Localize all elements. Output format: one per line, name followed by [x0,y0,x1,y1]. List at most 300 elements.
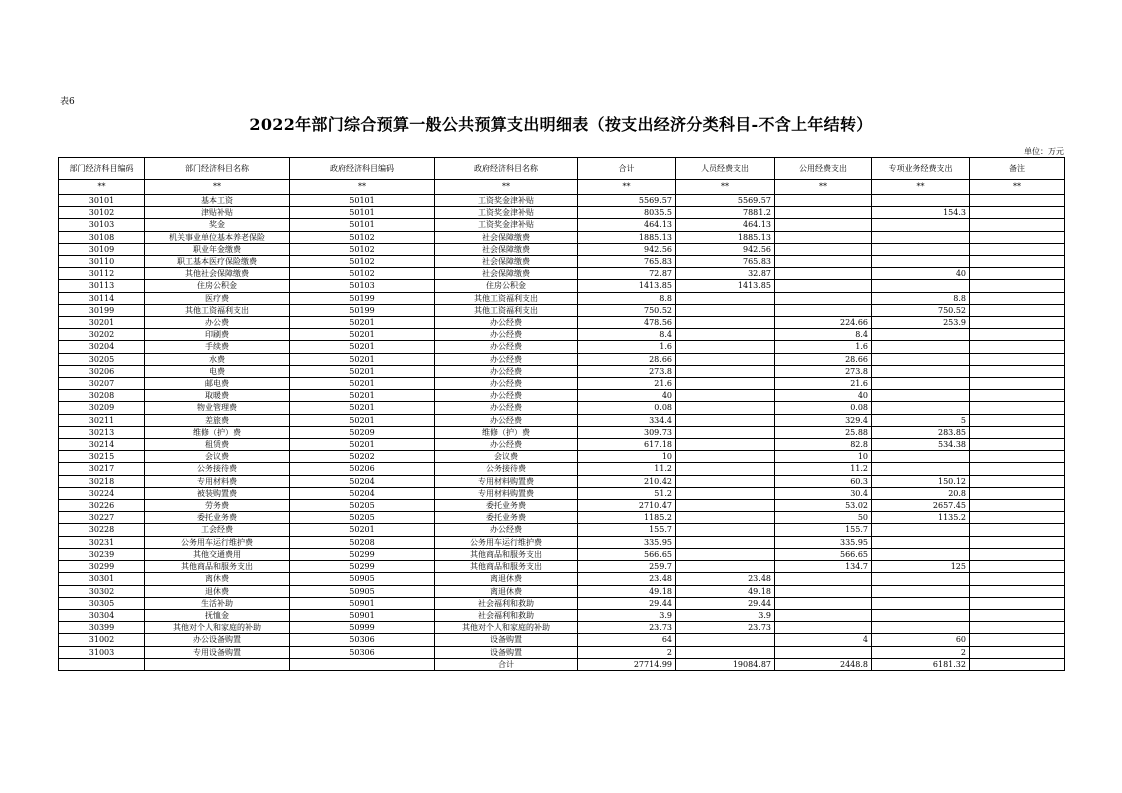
remark-cell [970,487,1065,499]
public-cell [775,256,872,268]
gov-code-cell: 50306 [290,646,435,658]
remark-cell [970,365,1065,377]
gov-name-cell: 办公经费 [435,341,578,353]
dept-code-cell: 30202 [59,329,145,341]
remark-cell [970,609,1065,621]
public-cell: 566.65 [775,548,872,560]
dept-name-cell: 其他社会保障缴费 [145,268,290,280]
total-cell: 750.52 [578,304,676,316]
gov-name-cell: 办公经费 [435,378,578,390]
total-cell: 1185.2 [578,512,676,524]
total-cell: 23.73 [578,622,676,634]
gov-name-cell: 办公经费 [435,414,578,426]
gov-name-cell: 社会福利和救助 [435,609,578,621]
public-cell: 224.66 [775,317,872,329]
gov-name-cell: 专用材料购置费 [435,487,578,499]
gov-name-cell: 离退休费 [435,573,578,585]
gov-name-cell: 工资奖金津补贴 [435,219,578,231]
dept-name-cell: 津贴补贴 [145,207,290,219]
table-row [59,219,1065,231]
total-cell: 72.87 [578,268,676,280]
dept-code-cell: 30217 [59,463,145,475]
special-cell [872,573,970,585]
personnel-cell [676,646,775,658]
total-cell: 29.44 [578,597,676,609]
dept-code-cell: 30227 [59,512,145,524]
gov-code-cell: 50201 [290,317,435,329]
dept-code-cell: 30110 [59,256,145,268]
table-row [59,500,1065,512]
dept-name-cell: 会议费 [145,451,290,463]
public-cell [775,219,872,231]
public-cell [775,304,872,316]
gov-code-cell: 50204 [290,487,435,499]
dept-name-cell: 抚恤金 [145,609,290,621]
remark-cell [970,561,1065,573]
remark-cell [970,622,1065,634]
dept-name-cell: 手续费 [145,341,290,353]
public-cell: 40 [775,390,872,402]
public-cell: 50 [775,512,872,524]
symbol-cell: ** [676,180,775,195]
personnel-cell [676,512,775,524]
table-row [59,512,1065,524]
personnel-cell: 942.56 [676,243,775,255]
personnel-cell: 29.44 [676,597,775,609]
gov-code-cell: 50208 [290,536,435,548]
personnel-cell [676,341,775,353]
symbol-cell: ** [145,180,290,195]
public-cell: 53.02 [775,500,872,512]
total-cell: 765.83 [578,256,676,268]
gov-code-cell: 50201 [290,329,435,341]
total-row [59,658,1065,670]
personnel-cell [676,390,775,402]
total-cell: 1885.13 [578,231,676,243]
gov-name-cell: 其他工资福利支出 [435,304,578,316]
personnel-cell [676,414,775,426]
dept-name-cell: 公务接待费 [145,463,290,475]
personnel-cell: 32.87 [676,268,775,280]
table-row [59,426,1065,438]
dept-name-cell: 职工基本医疗保险缴费 [145,256,290,268]
special-cell: 253.9 [872,317,970,329]
personnel-cell [676,451,775,463]
special-cell [872,256,970,268]
table-row [59,292,1065,304]
unit-label: 单位：万元 [1024,147,1064,156]
dept-code-cell: 30231 [59,536,145,548]
remark-cell [970,439,1065,451]
special-cell [872,597,970,609]
total-cell: 259.7 [578,561,676,573]
gov-code-cell: 50103 [290,280,435,292]
dept-code-cell: 30399 [59,622,145,634]
table-row [59,609,1065,621]
gov-code-cell: 50102 [290,231,435,243]
public-cell: 273.8 [775,365,872,377]
table-row [59,524,1065,536]
dept-name-cell: 离休费 [145,573,290,585]
personnel-cell [676,487,775,499]
dept-code-cell: 30205 [59,353,145,365]
dept-name-cell: 专用材料费 [145,475,290,487]
public-cell [775,280,872,292]
gov-name-cell: 社会保障缴费 [435,256,578,268]
table-row [59,268,1065,280]
gov-code-cell: 50102 [290,256,435,268]
symbol-cell: ** [59,180,145,195]
dept-name-cell: 奖金 [145,219,290,231]
personnel-cell [676,329,775,341]
gov-name-cell: 其他商品和服务支出 [435,561,578,573]
dept-name-cell: 机关事业单位基本养老保险 [145,231,290,243]
public-cell [775,622,872,634]
gov-code-cell: 50905 [290,585,435,597]
table-row [59,646,1065,658]
public-cell: 155.7 [775,524,872,536]
personnel-cell [676,292,775,304]
total-cell: 40 [578,390,676,402]
gov-name-cell: 住房公积金 [435,280,578,292]
remark-cell [970,341,1065,353]
remark-cell [970,646,1065,658]
total-cell: 23.48 [578,573,676,585]
table-row [59,256,1065,268]
public-cell: 8.4 [775,329,872,341]
dept-code-cell: 30302 [59,585,145,597]
special-cell: 5 [872,414,970,426]
remark-cell [970,390,1065,402]
special-cell [872,390,970,402]
gov-code-cell: 50201 [290,365,435,377]
gov-name-cell: 社会福利和救助 [435,597,578,609]
table-row [59,475,1065,487]
total-cell: 334.4 [578,414,676,426]
table-row [59,573,1065,585]
special-cell [872,402,970,414]
gov-name-cell: 社会保障缴费 [435,243,578,255]
gov-name-cell: 社会保障缴费 [435,268,578,280]
remark-cell [970,304,1065,316]
table-row [59,561,1065,573]
table-row [59,487,1065,499]
dept-code-cell: 30109 [59,243,145,255]
remark-cell [970,256,1065,268]
total-label: 合计 [435,658,578,670]
personnel-cell [676,500,775,512]
table-row [59,402,1065,414]
symbol-cell: ** [290,180,435,195]
gov-name-cell: 委托业务费 [435,500,578,512]
gov-code-cell: 50206 [290,463,435,475]
gov-code-cell: 50201 [290,524,435,536]
table-row [59,365,1065,377]
table-row [59,341,1065,353]
total-cell: 464.13 [578,219,676,231]
dept-name-cell: 委托业务费 [145,512,290,524]
remark-cell [970,597,1065,609]
remark-cell [970,475,1065,487]
gov-code-cell: 50999 [290,622,435,634]
personnel-cell [676,439,775,451]
public-cell: 134.7 [775,561,872,573]
total-cell: 1413.85 [578,280,676,292]
total-cell: 64 [578,634,676,646]
dept-code-cell: 30304 [59,609,145,621]
total-cell: 210.42 [578,475,676,487]
dept-name-cell: 劳务费 [145,500,290,512]
gov-code-cell: 50201 [290,353,435,365]
public-cell: 335.95 [775,536,872,548]
dept-name-cell: 其他交通费用 [145,548,290,560]
public-cell [775,243,872,255]
dept-code-cell: 30103 [59,219,145,231]
gov-name-cell: 专用材料购置费 [435,475,578,487]
table-row [59,585,1065,597]
remark-cell [970,402,1065,414]
gov-code-cell: 50201 [290,402,435,414]
column-header: 部门经济科目编码 [59,158,145,180]
dept-name-cell: 物业管理费 [145,402,290,414]
dept-name-cell: 其他工资福利支出 [145,304,290,316]
special-cell: 2 [872,646,970,658]
personnel-cell: 464.13 [676,219,775,231]
total-cell: 566.65 [578,548,676,560]
public-cell [775,195,872,207]
special-cell [872,329,970,341]
gov-name-cell: 办公经费 [435,317,578,329]
total-cell: 309.73 [578,426,676,438]
special-cell: 20.8 [872,487,970,499]
gov-name-cell: 其他商品和服务支出 [435,548,578,560]
gov-name-cell: 其他工资福利支出 [435,292,578,304]
dept-code-cell: 30204 [59,341,145,353]
table-row [59,329,1065,341]
table-row [59,207,1065,219]
column-header: 政府经济科目编码 [290,158,435,180]
dept-code-cell: 30113 [59,280,145,292]
personnel-cell [676,378,775,390]
gov-code-cell: 50201 [290,341,435,353]
gov-name-cell: 工资奖金津补贴 [435,195,578,207]
column-header: 合计 [578,158,676,180]
public-cell [775,573,872,585]
special-cell [872,451,970,463]
special-cell [872,548,970,560]
gov-code-cell: 50306 [290,634,435,646]
gov-code-cell: 50102 [290,268,435,280]
special-cell: 40 [872,268,970,280]
page-title: 2022年部门综合预算一般公共预算支出明细表（按支出经济分类科目-不含上年结转） [249,115,873,134]
dept-name-cell: 邮电费 [145,378,290,390]
special-cell: 2657.45 [872,500,970,512]
total-cell: 28.66 [578,353,676,365]
gov-name-cell: 设备购置 [435,646,578,658]
gov-code-cell: 50299 [290,561,435,573]
dept-code-cell: 30218 [59,475,145,487]
dept-code-cell: 30214 [59,439,145,451]
gov-code-cell: 50101 [290,207,435,219]
personnel-cell: 5569.57 [676,195,775,207]
personnel-cell [676,561,775,573]
table-row [59,353,1065,365]
table-row [59,195,1065,207]
gov-name-cell: 社会保障缴费 [435,231,578,243]
gov-code-cell: 50201 [290,390,435,402]
remark-cell [970,573,1065,585]
gov-code-cell: 50205 [290,512,435,524]
dept-code-cell: 30228 [59,524,145,536]
table-row [59,414,1065,426]
total-cell: 335.95 [578,536,676,548]
remark-cell [970,329,1065,341]
table-row [59,280,1065,292]
dept-code-cell: 30305 [59,597,145,609]
remark-cell [970,219,1065,231]
symbol-cell: ** [872,180,970,195]
table-number: 表6 [60,97,75,107]
table-row [59,536,1065,548]
dept-name-cell: 办公费 [145,317,290,329]
dept-name-cell: 被装购置费 [145,487,290,499]
dept-code-cell: 30201 [59,317,145,329]
public-cell: 28.66 [775,353,872,365]
gov-name-cell: 办公经费 [435,439,578,451]
column-header: 部门经济科目名称 [145,158,290,180]
special-cell [872,609,970,621]
special-cell [872,353,970,365]
total-cell: 2710.47 [578,500,676,512]
special-cell [872,463,970,475]
table-row [59,317,1065,329]
dept-name-cell: 电费 [145,365,290,377]
column-header: 政府经济科目名称 [435,158,578,180]
public-cell [775,597,872,609]
total-cell: 478.56 [578,317,676,329]
remark-cell [970,268,1065,280]
dept-code-cell: 30112 [59,268,145,280]
table-row [59,304,1065,316]
table-row [59,378,1065,390]
dept-code-cell: 30299 [59,561,145,573]
total-cell: 5569.57 [578,195,676,207]
total-cell: 21.6 [578,378,676,390]
public-cell: 21.6 [775,378,872,390]
table-row [59,451,1065,463]
total-cell: 0.08 [578,402,676,414]
total-cell: 8.4 [578,329,676,341]
personnel-cell: 1885.13 [676,231,775,243]
special-cell [872,365,970,377]
dept-code-cell: 30114 [59,292,145,304]
gov-name-cell: 办公经费 [435,390,578,402]
total-cell: 3.9 [578,609,676,621]
gov-name-cell: 会议费 [435,451,578,463]
table-row [59,390,1065,402]
table-row [59,243,1065,255]
symbol-cell: ** [970,180,1065,195]
public-cell: 11.2 [775,463,872,475]
remark-cell [970,500,1065,512]
dept-code-cell: 31002 [59,634,145,646]
remark-cell [970,451,1065,463]
table-row [59,231,1065,243]
table-row [59,548,1065,560]
dept-name-cell: 其他商品和服务支出 [145,561,290,573]
special-cell: 1135.2 [872,512,970,524]
public-cell [775,207,872,219]
total-cell: 11.2 [578,463,676,475]
total-cell: 273.8 [578,365,676,377]
column-header: 备注 [970,158,1065,180]
personnel-cell: 49.18 [676,585,775,597]
dept-name-cell: 租赁费 [145,439,290,451]
gov-code-cell: 50901 [290,597,435,609]
gov-name-cell: 离退休费 [435,585,578,597]
dept-code-cell: 30301 [59,573,145,585]
remark-cell [970,634,1065,646]
dept-name-cell: 取暖费 [145,390,290,402]
personnel-cell [676,536,775,548]
special-cell: 8.8 [872,292,970,304]
public-cell: 1.6 [775,341,872,353]
personnel-cell [676,402,775,414]
personnel-cell [676,548,775,560]
symbol-cell: ** [578,180,676,195]
remark-cell [970,426,1065,438]
column-header: 公用经费支出 [775,158,872,180]
dept-name-cell: 基本工资 [145,195,290,207]
remark-cell [970,280,1065,292]
dept-name-cell: 医疗费 [145,292,290,304]
gov-name-cell: 公务接待费 [435,463,578,475]
total-value [290,658,435,670]
dept-code-cell: 30199 [59,304,145,316]
public-cell: 10 [775,451,872,463]
special-cell [872,585,970,597]
remark-cell [970,536,1065,548]
gov-name-cell: 办公经费 [435,353,578,365]
total-value [145,658,290,670]
public-cell: 4 [775,634,872,646]
public-cell [775,292,872,304]
total-cell: 51.2 [578,487,676,499]
total-cell: 617.18 [578,439,676,451]
dept-name-cell: 退休费 [145,585,290,597]
gov-name-cell: 办公经费 [435,524,578,536]
dept-name-cell: 专用设备购置 [145,646,290,658]
dept-name-cell: 维修（护）费 [145,426,290,438]
total-cell: 2 [578,646,676,658]
dept-code-cell: 30211 [59,414,145,426]
dept-code-cell: 30207 [59,378,145,390]
gov-code-cell: 50204 [290,475,435,487]
personnel-cell: 23.73 [676,622,775,634]
public-cell [775,268,872,280]
dept-name-cell: 工会经费 [145,524,290,536]
public-cell: 25.88 [775,426,872,438]
special-cell: 154.3 [872,207,970,219]
gov-code-cell: 50205 [290,500,435,512]
total-cell: 8.8 [578,292,676,304]
total-value: 2448.8 [775,658,872,670]
dept-code-cell: 30208 [59,390,145,402]
remark-cell [970,512,1065,524]
personnel-cell: 1413.85 [676,280,775,292]
remark-cell [970,414,1065,426]
personnel-cell: 765.83 [676,256,775,268]
